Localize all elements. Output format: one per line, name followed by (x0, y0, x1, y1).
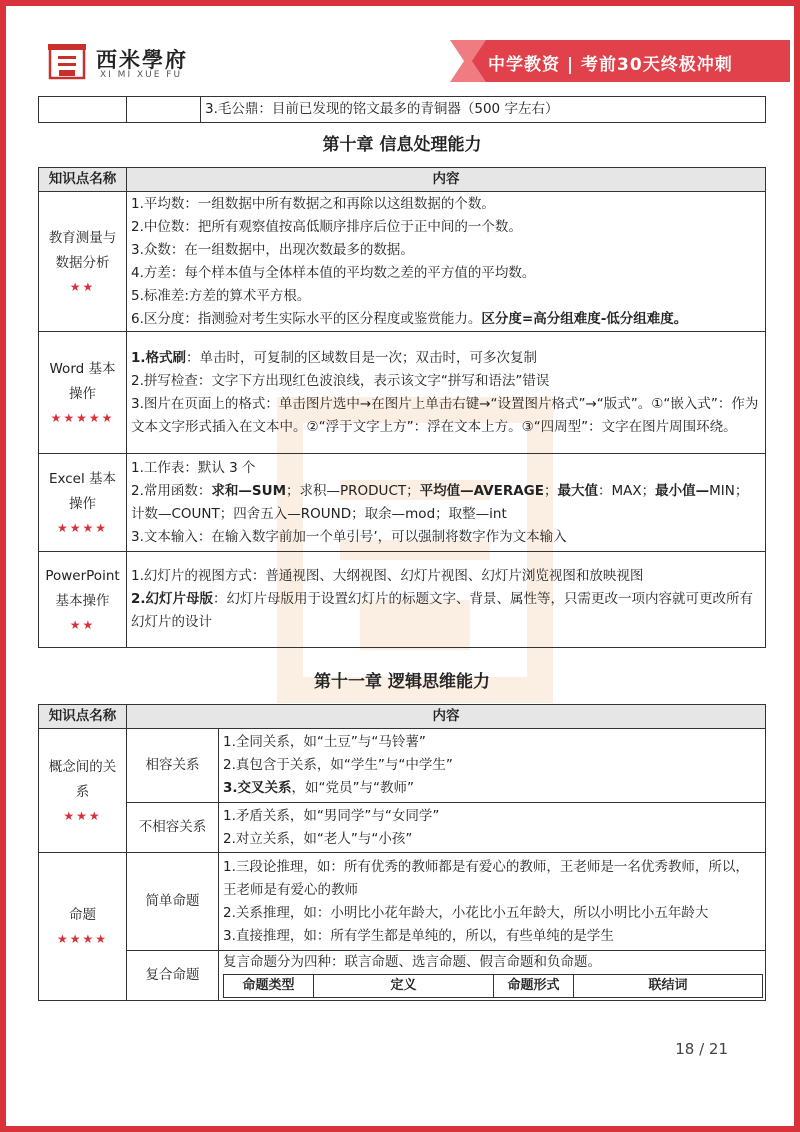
compound-header: 命题形式 (494, 975, 574, 998)
content-text: ； (543, 482, 558, 499)
chapter10-title: 第十章 信息处理能力 (322, 135, 482, 155)
content-line: 3.图片在页面上的格式：单击图片选中→在图片上单击右键→“设置图片格式”→“版式”。①“嵌入式”：作为文本文字形式插入在文本中。②“浮于文字上方”：浮在文本上方。③“四周型”：文字在图片周围环绕。 (131, 395, 759, 435)
top-empty-cell (127, 97, 201, 123)
subtopic-simple: 简单命题 (127, 853, 219, 951)
content-bold: 1.格式刷 (131, 349, 187, 366)
chapter10-table (38, 167, 766, 648)
topic-label: PowerPoint 基本操作 (45, 567, 120, 609)
content-line: 5.标准差:方差的算术平方根。 (131, 287, 311, 304)
topic-content-excel (127, 454, 766, 552)
topic-name-excel (39, 454, 127, 552)
header-content: 内容 (127, 168, 766, 192)
main-content (38, 96, 766, 1001)
compound-header: 命题类型 (224, 975, 314, 998)
content-text: ；求积—PRODUCT； (286, 482, 420, 499)
topic-label: 命题 (69, 907, 96, 923)
subtopic-content-compound (219, 951, 766, 1001)
topic-content-measurement (127, 192, 766, 332)
content-line: 1.矛盾关系，如“男同学”与“女同学” (223, 807, 440, 824)
topic-content-word (127, 332, 766, 454)
content-text: MIN；计数—COUNT；四舍五入—ROUND；取余—mod；取整—int (131, 482, 749, 522)
star-rating: ★★★★★ (50, 410, 115, 425)
subtopic-compatible: 相容关系 (127, 729, 219, 803)
brand-sub: XI MI XUE FU (100, 70, 183, 80)
content-line: 2.对立关系，如“老人”与“小孩” (223, 830, 413, 847)
subtopic-content-simple (219, 853, 766, 951)
content-bold: 2.幻灯片母版 (131, 591, 214, 607)
content-text: 6.区分度：指测验对考生实际水平的区分程度或鉴赏能力。 (131, 310, 482, 327)
content-text: ：MAX； (597, 482, 656, 499)
content-line: 1.三段论推理，如：所有优秀的教师都是有爱心的教师，王老师是一名优秀教师，所以，王老师是有爱心的教师 (223, 858, 749, 898)
header-name: 知识点名称 (39, 705, 127, 729)
topic-name-concept (39, 729, 127, 853)
chapter11-table (38, 704, 766, 1001)
content-line: 4.方差：每个样本值与全体样本值的平均数之差的平方值的平均数。 (131, 264, 536, 281)
star-rating: ★★★★ (56, 932, 109, 946)
content-line: 2.中位数：把所有观察值按高低顺序排序后位于正中间的一个数。 (131, 218, 522, 235)
topic-name-word (39, 332, 127, 454)
content-line (131, 480, 761, 526)
star-rating: ★★★★ (56, 520, 109, 535)
subtopic-incompatible: 不相容关系 (127, 803, 219, 853)
content-text: ：单击时，可复制的区域数目是一次；双击时，可多次复制 (186, 349, 538, 366)
page-number: 18 / 21 (675, 1040, 728, 1058)
content-line (223, 777, 761, 800)
content-line (131, 347, 761, 370)
subtopic-content-incompatible (219, 803, 766, 853)
content-line: 1.幻灯片的视图方式：普通视图、大纲视图、幻灯片视图、幻灯片浏览视图和放映视图 (131, 568, 644, 584)
content-line: 2.关系推理，如：小明比小花年龄大，小花比小五年龄大，所以小明比小五年龄大 (223, 904, 709, 921)
content-line: 3.众数：在一组数据中，出现次数最多的数据。 (131, 241, 414, 258)
topic-label: Excel 基本操作 (48, 470, 117, 512)
top-empty-cell (39, 97, 127, 123)
compound-header: 定义 (314, 975, 494, 998)
topic-name-measurement (39, 192, 127, 332)
brand-name: 西米學府 (96, 48, 188, 72)
content-line (131, 308, 761, 331)
content-line: 1.全同关系，如“土豆”与“马铃薯” (223, 734, 426, 750)
content-line: 复言命题分为四种：联言命题、选言命题、假言命题和负命题。 (223, 954, 601, 970)
content-bold: 区分度=高分组难度-低分组难度。 (481, 310, 688, 327)
star-rating: ★★ (69, 617, 96, 632)
content-text: 2.常用函数： (131, 482, 212, 499)
content-line: 1.平均数：一组数据中所有数据之和再除以这组数据的个数。 (131, 195, 495, 212)
topic-label: 教育测量与数据分析 (48, 229, 117, 271)
top-table (38, 96, 766, 123)
subtopic-content-compatible (219, 729, 766, 803)
header-name: 知识点名称 (39, 168, 127, 192)
content-line (131, 588, 761, 634)
star-rating: ★★ (69, 279, 96, 294)
content-line: 3.文本输入：在输入数字前加一个单引号’，可以强制将数字作为文本输入 (131, 528, 567, 545)
topic-content-powerpoint (127, 552, 766, 648)
compound-type-table (223, 974, 763, 998)
compound-header: 联结词 (574, 975, 763, 998)
content-bold: 3.交叉关系 (223, 780, 292, 796)
header-content: 内容 (127, 705, 766, 729)
content-line: 2.拼写检查：文字下方出现红色波浪线，表示该文字“拼写和语法”错误 (131, 372, 550, 389)
content-text: ，如“党员”与“教师” (291, 780, 415, 796)
page-header (0, 0, 800, 90)
topic-name-proposition (39, 853, 127, 1001)
content-line: 1.工作表：默认 3 个 (131, 459, 256, 476)
content-text: ：幻灯片母版用于设置幻灯片的标题文字、背景、属性等，只需更改一项内容就可更改所有幻灯片的设计 (131, 591, 754, 630)
content-bold: 平均值—AVERAGE (419, 482, 544, 499)
content-bold: 求和—SUM (211, 482, 287, 499)
content-bold: 最大值 (557, 482, 598, 499)
topic-label: 概念间的关系 (48, 758, 117, 800)
content-bold: 最小值— (655, 482, 710, 499)
topic-name-powerpoint (39, 552, 127, 648)
top-row-text: 3.毛公鼎：目前已发现的铭文最多的青铜器（500 字左右） (201, 97, 766, 123)
banner-text: 中学教资 | 考前30天终极冲刺 (488, 55, 733, 75)
content-line: 3.直接推理，如：所有学生都是单纯的，所以，有些单纯的是学生 (223, 927, 614, 944)
star-rating: ★★★ (63, 808, 102, 823)
chapter11-title: 第十一章 逻辑思维能力 (314, 672, 490, 692)
topic-label: Word 基本操作 (49, 360, 116, 402)
subtopic-compound: 复合命题 (127, 951, 219, 1001)
logo-icon (48, 44, 86, 80)
content-line: 2.真包含于关系，如“学生”与“中学生” (223, 757, 453, 773)
